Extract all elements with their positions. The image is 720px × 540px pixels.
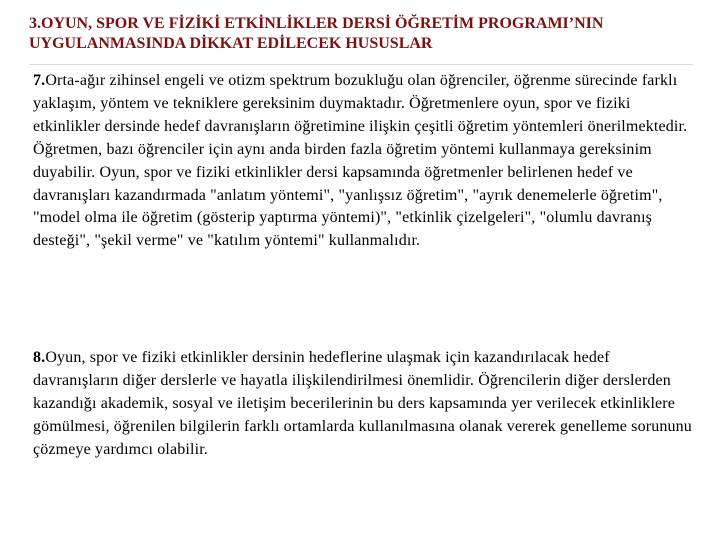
paragraph-number: 7. — [33, 72, 46, 89]
paragraph-number: 8. — [33, 349, 46, 366]
paragraph-7 — [33, 70, 698, 253]
slide-title — [29, 14, 699, 54]
paragraph-8 — [33, 347, 698, 462]
slide-title-line-1: 3.OYUN, SPOR VE FİZİKİ ETKİNLİKLER DERSİ ÖĞRETİM PROGRAMI’NIN — [29, 15, 604, 32]
paragraph-text: Orta-ağır zihinsel engeli ve otizm spektrum bozukluğu olan öğrenciler, öğrenme sürecinde farklı yaklaşım, yöntem ve tekniklere gereksinim duymaktadır. Öğretmenlere oyun, spor ve fiziki etkinlikler dersinde hedef davranışların öğretimine ilişkin çeşitli öğretim yöntemleri önerilmektedir. Öğretmen, bazı öğrenciler için aynı anda birden fazla öğretim yöntemi kullanmaya gereksinim duyabilir. Oyun, spor ve fiziki etkinlikler dersi kapsamında öğretmenler belirlenen hedef ve davranışları kazandırmada "anlatım yöntemi", "yanlışsız öğretim", "ayrık denemelerle öğretim", "model olma ile öğretim (gösterip yaptırma yöntemi)", "etkinlik çizelgeleri", "olumlu davranış desteği", "şekil verme" ve "katılım yöntemi" kullanmalıdır. — [33, 72, 688, 250]
title-divider — [29, 64, 693, 65]
paragraph-text: Oyun, spor ve fiziki etkinlikler dersinin hedeflerine ulaşmak için kazandırılacak hedef davranışların diğer derslerle ve hayatla ilişkilendirilmesi önemlidir. Öğrencilerin diğer derslerden kazandığı akademik, sosyal ve iletişim becerilerinin bu ders kapsamında yer verilecek etkinliklere gömülmesi, öğrenilen bilgilerin farklı ortamlarda kullanılmasına olanak vererek genelleme sorununu çözmeye yardımcı olabilir. — [33, 349, 692, 458]
slide-title-line-2: UYGULANMASINDA DİKKAT EDİLECEK HUSUSLAR — [29, 35, 433, 52]
